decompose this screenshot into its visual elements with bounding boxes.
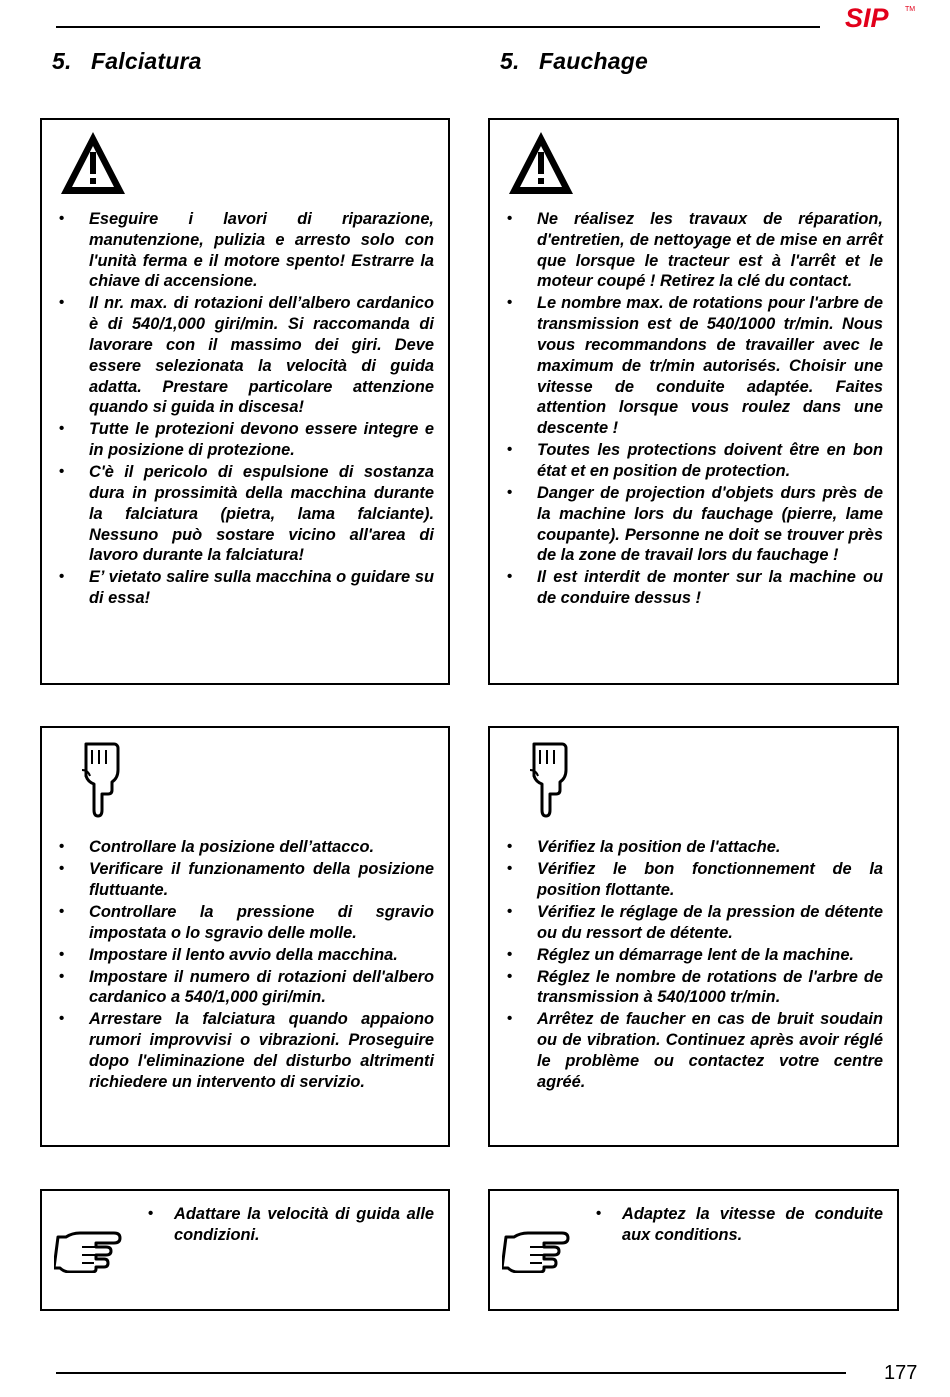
list-item: [42, 209, 434, 292]
list-item-text: Vérifiez le réglage de la pression de détente ou du ressort de détente.: [537, 902, 883, 942]
list-item: [42, 293, 434, 418]
list-item-text: Adaptez la vitesse de conduite aux conditions.: [622, 1205, 883, 1244]
list-item: [490, 859, 883, 901]
list-item: [592, 1204, 883, 1246]
pointing-down-hand-icon: [526, 740, 570, 825]
section-heading-fr: [500, 48, 648, 75]
list-item: [490, 967, 883, 1009]
list-item-text: Controllare la posizione dell’attacco.: [89, 838, 375, 856]
pointing-right-hand-icon: [502, 1229, 582, 1278]
svg-text:SIP: SIP: [845, 3, 889, 32]
bullet-icon: •: [507, 441, 513, 459]
list-item: [42, 945, 434, 966]
note-list: [592, 1204, 883, 1247]
bullet-icon: •: [507, 294, 513, 312]
list-item-text: Vérifiez le bon fonctionnement de la position flottante.: [537, 859, 883, 899]
bullet-icon: •: [59, 967, 65, 985]
bullet-icon: •: [507, 902, 513, 920]
list-item-text: Ne réalisez les travaux de réparation, d'entretien, de nettoyage et de mise en arrêt que lorsque le tracteur est à l'arrêt et le moteur coupé ! Retirez la clé du contact.: [537, 210, 883, 291]
bullet-icon: •: [59, 210, 65, 227]
bottom-rule: [56, 1372, 846, 1374]
bullet-icon: •: [59, 838, 65, 855]
note-box-fr: [488, 1189, 899, 1311]
list-item-text: Réglez le nombre de rotations de l'arbre de transmission à 540/1000 tr/min.: [537, 967, 883, 1007]
check-list: [42, 837, 434, 1094]
list-item: [490, 945, 883, 966]
list-item: [490, 293, 883, 439]
svg-text:TM: TM: [905, 6, 916, 13]
bullet-icon: •: [59, 945, 65, 963]
list-item-text: Eseguire i lavori di riparazione, manutenzione, pulizia e arresto solo con l'unità ferma e il motore spento! Estrarre la chiave di accensione.: [89, 210, 434, 291]
list-item-text: Impostare il numero di rotazioni dell'albero cardanico a 540/1,000 giri/min.: [89, 967, 434, 1007]
bullet-icon: •: [59, 463, 65, 481]
list-item-text: Réglez un démarrage lent de la machine.: [537, 945, 854, 964]
check-list: [490, 837, 883, 1094]
list-item-text: Vérifiez la position de l'attache.: [537, 838, 781, 856]
warning-list: [42, 209, 434, 610]
list-item: [490, 1009, 883, 1092]
bullet-icon: •: [148, 1205, 154, 1222]
heading-title: Fauchage: [539, 48, 648, 74]
heading-number: 5.: [52, 48, 72, 74]
page-number: 177: [884, 1362, 918, 1384]
list-item-text: Verificare il funzionamento della posizione fluttuante.: [89, 859, 434, 899]
top-rule: [56, 26, 820, 28]
section-heading-it: [52, 48, 202, 75]
bullet-icon: •: [507, 945, 513, 963]
list-item: [42, 1009, 434, 1092]
list-item-text: C'è il pericolo di espulsione di sostanza dura in prossimità della macchina durante la falciatura (pietra, lama falciante). Nessuno può sostare vicino all'area di lavoro durante la falciatura!: [89, 463, 434, 565]
pointing-right-hand-icon: [54, 1229, 134, 1278]
list-item: [490, 837, 883, 858]
pointing-down-hand-icon: [78, 740, 122, 825]
list-item-text: Adattare la velocità di guida alle condizioni.: [174, 1205, 434, 1244]
list-item: [490, 902, 883, 944]
bullet-icon: •: [507, 568, 513, 586]
list-item: [42, 419, 434, 461]
list-item: [490, 483, 883, 566]
bullet-icon: •: [507, 483, 513, 501]
warning-box-it: [40, 118, 450, 685]
list-item: [42, 837, 434, 858]
heading-number: 5.: [500, 48, 520, 74]
warning-triangle-icon: [507, 130, 575, 201]
note-box-it: [40, 1189, 450, 1311]
list-item-text: Tutte le protezioni devono essere integre e in posizione di protezione.: [89, 420, 434, 460]
warning-triangle-icon: [59, 130, 127, 201]
list-item-text: Toutes les protections doivent être en bon état et en position de protection.: [537, 441, 883, 480]
bullet-icon: •: [59, 420, 65, 438]
list-item: [42, 567, 434, 609]
bullet-icon: •: [507, 859, 513, 877]
list-item-text: Danger de projection d'objets durs près de la machine lors du fauchage (pierre, lame coupante). Personne ne doit se trouver près de la zone de travail lors du fauchage !: [537, 483, 883, 565]
bullet-icon: •: [59, 859, 65, 877]
check-box-fr: [488, 726, 899, 1147]
list-item: [42, 859, 434, 901]
list-item-text: Il est interdit de monter sur la machine ou de conduire dessus !: [537, 568, 883, 608]
bullet-icon: •: [59, 902, 65, 920]
bullet-icon: •: [507, 838, 513, 855]
list-item-text: Le nombre max. de rotations pour l'arbre de transmission est de 540/1000 tr/min. Nous vous recommandons de travailler avec le maximum de tr/min autorisés. Choisir une vitesse de conduite adaptée. Faites attention lorsque vous roulez dans une descente !: [537, 294, 883, 438]
bullet-icon: •: [596, 1205, 602, 1222]
bullet-icon: •: [59, 568, 65, 586]
list-item-text: E’ vietato salire sulla macchina o guidare su di essa!: [89, 568, 434, 608]
list-item: [490, 440, 883, 482]
list-item-text: Il nr. max. di rotazioni dell’albero cardanico è di 540/1,000 giri/min. Si raccomanda di lavorare con il massimo dei giri. Deve essere selezionata la velocità di guida adatta. Prestare particolare attenzione quando si guida in discesa!: [89, 294, 434, 417]
note-list: [144, 1204, 434, 1247]
bullet-icon: •: [59, 294, 65, 312]
bullet-icon: •: [507, 1010, 513, 1028]
check-box-it: [40, 726, 450, 1147]
list-item: [144, 1204, 434, 1246]
heading-title: Falciatura: [91, 48, 202, 74]
list-item: [42, 967, 434, 1009]
list-item-text: Controllare la pressione di sgravio impostata o lo sgravio delle molle.: [89, 902, 434, 942]
list-item-text: Arrestare la falciatura quando appaiono rumori improvvisi o vibrazioni. Proseguire dopo l'eliminazione del disturbo altrimenti richiedere un intervento di servizio.: [89, 1010, 434, 1091]
sip-logo: [845, 2, 917, 32]
warning-box-fr: [488, 118, 899, 685]
list-item: [42, 462, 434, 566]
list-item-text: Arrêtez de faucher en cas de bruit soudain ou de vibration. Continuez après avoir réglé le problème ou contactez votre centre agréé.: [537, 1010, 883, 1091]
bullet-icon: •: [507, 210, 513, 227]
bullet-icon: •: [507, 967, 513, 985]
warning-list: [490, 209, 883, 610]
bullet-icon: •: [59, 1010, 65, 1028]
list-item-text: Impostare il lento avvio della macchina.: [89, 945, 398, 964]
list-item: [490, 209, 883, 292]
list-item: [490, 567, 883, 609]
list-item: [42, 902, 434, 944]
